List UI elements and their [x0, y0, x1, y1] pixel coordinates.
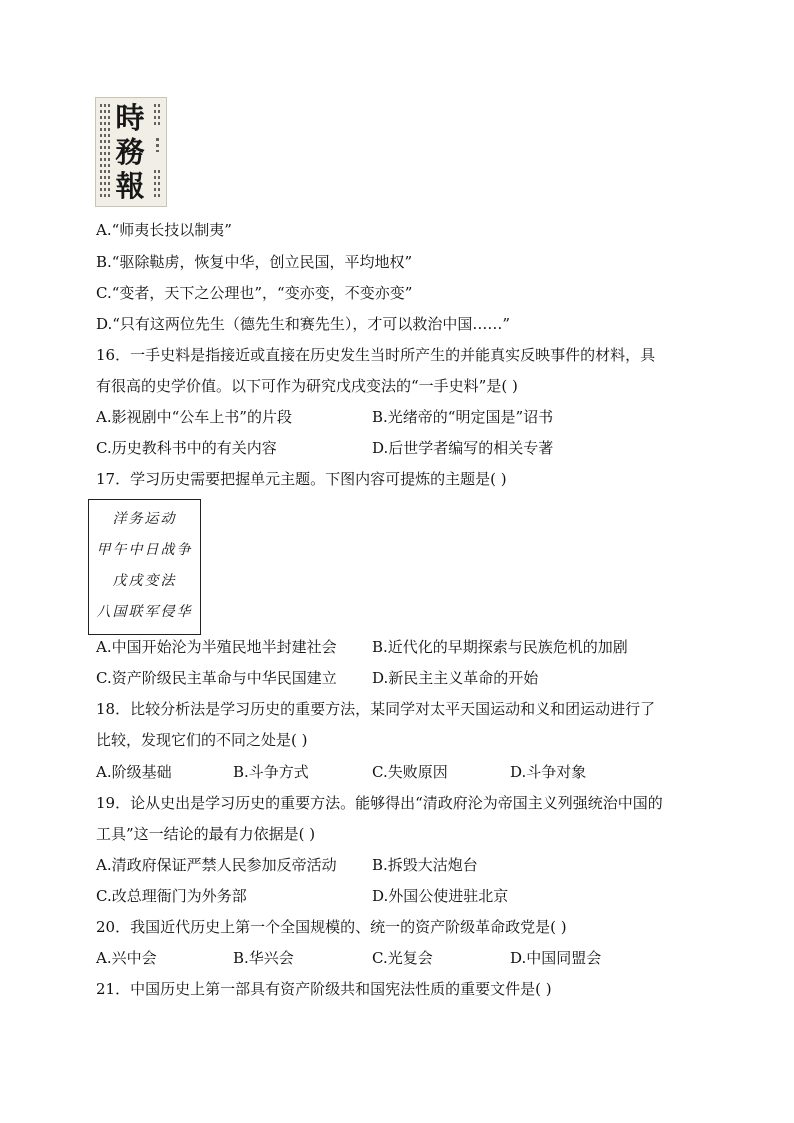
masthead-date-column [158, 104, 160, 126]
q16-option-c: C.历史教科书中的有关内容 [96, 439, 277, 457]
q19-stem-line1: 19．论从史出是学习历史的重要方法。能够得出“清政府沦为帝国主义列强统治中国的 [96, 794, 663, 812]
masthead-address-column [154, 170, 156, 198]
q20-option-d: D.中国同盟会 [510, 949, 602, 967]
q17-option-a: A.中国开始沦为半殖民地半封建社会 [96, 638, 337, 656]
q20-stem: 20．我国近代历史上第一个全国规模的、统一的资产阶级革命政党是( ) [96, 918, 567, 936]
masthead-address-column [158, 170, 160, 198]
q16-option-d: D.后世学者编写的相关专著 [372, 439, 554, 457]
q17-stem: 17．学习历史需要把握单元主题。下图内容可提炼的主题是( ) [96, 470, 507, 488]
q19-option-a: A.清政府保证严禁人民参加反帝活动 [96, 856, 337, 874]
q18-stem-line1: 18．比较分析法是学习历史的重要方法，某同学对太平天国运动和义和团运动进行了 [96, 700, 656, 718]
q19-option-d: D.外国公使进驻北京 [372, 887, 509, 905]
q17-topic-box [88, 499, 201, 635]
q17-box-item: 洋务运动 [112, 511, 177, 527]
masthead-left-text-column [100, 104, 102, 200]
q17-option-c: C.资产阶级民主革命与中华民国建立 [96, 669, 337, 687]
q19-stem-line2: 工具”这一结论的最有力依据是( ) [96, 825, 316, 843]
masthead-title: 時 務 報 [115, 101, 145, 203]
q18-option-b: B.斗争方式 [233, 763, 309, 781]
q17-option-b: B.近代化的早期探索与民族危机的加剧 [372, 638, 628, 656]
q16-option-a: A.影视剧中“公车上书”的片段 [96, 408, 292, 426]
q17-box-item: 甲午中日战争 [96, 542, 193, 558]
q15-option-a: A.“师夷长技以制夷” [96, 221, 232, 239]
q18-option-c: C.失败原因 [372, 763, 448, 781]
q19-option-b: B.拆毁大沽炮台 [372, 856, 478, 874]
q21-stem: 21．中国历史上第一部具有资产阶级共和国宪法性质的重要文件是( ) [96, 980, 552, 998]
q17-box-item: 戊戌变法 [112, 573, 177, 589]
q20-option-c: C.光复会 [372, 949, 433, 967]
masthead-issue-column [156, 138, 159, 152]
q15-option-d: D.“只有这两位先生（德先生和赛先生），才可以救治中国……” [96, 315, 511, 333]
q20-option-a: A.兴中会 [96, 949, 157, 967]
q18-stem-line2: 比较，发现它们的不同之处是( ) [96, 731, 308, 749]
masthead-left-text-column [104, 104, 106, 200]
shiwubao-masthead-image [95, 97, 167, 207]
q16-stem-line2: 有很高的史学价值。以下可作为研究戊戌变法的“一手史料”是( ) [96, 377, 518, 395]
q16-option-b: B.光绪帝的“明定国是”诏书 [372, 408, 554, 426]
q20-option-b: B.华兴会 [233, 949, 294, 967]
q19-option-c: C.改总理衙门为外务部 [96, 887, 247, 905]
q17-box-item: 八国联军侵华 [96, 604, 193, 620]
masthead-date-column [154, 104, 156, 126]
q18-option-a: A.阶级基础 [96, 763, 172, 781]
q15-option-b: B.“驱除鞑虏，恢复中华，创立民国，平均地权” [96, 253, 413, 271]
q18-option-d: D.斗争对象 [510, 763, 587, 781]
q15-option-c: C.“变者，天下之公理也”，“变亦变，不变亦变” [96, 284, 413, 302]
masthead-left-text-column [108, 104, 110, 200]
q16-stem-line1: 16．一手史料是指接近或直接在历史发生当时所产生的并能真实反映事件的材料，具 [96, 346, 656, 364]
q17-option-d: D.新民主主义革命的开始 [372, 669, 539, 687]
